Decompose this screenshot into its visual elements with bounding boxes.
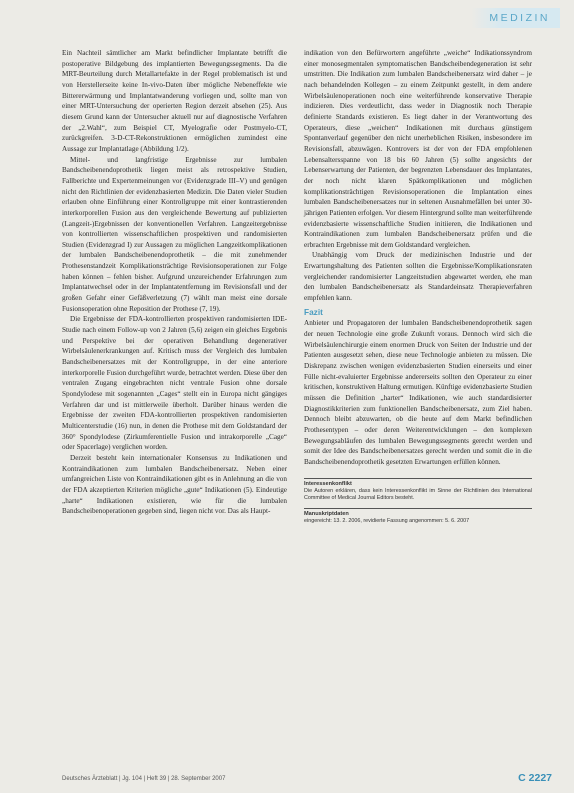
- manuscript-title: Manuskriptdaten: [304, 508, 532, 518]
- page-footer: [0, 773, 574, 793]
- fazit-heading: Fazit: [304, 306, 323, 317]
- page-number: C 2227: [518, 772, 552, 784]
- fazit-text: Anbieter und Propagatoren der lumbalen Bandscheibenendoprothetik sagen der neuen Technologie eine große Zukunft voraus. Dennoch wird sich die Wirbelsäulenchirurgie einem enormen Druck von Seiten der Industrie und der Patienten ausgesetzt sehen, diese neue Technologie anbieten zu müssen. Die Diskrepanz zwischen wenigen evidenzbasierten Studien einerseits und einer Fülle nicht-evaluierter Ergebnisse andererseits sollten den Operateur zu einer kritischen, konstruktiven Haltung ermutigen. Künftige evidenzbasierte Studien müssen die Definition „harter“ Indikationen, wie auch standardisierter Diagnostikkriterien zum funktionellen Bandscheibenersatz, zum Ziel haben. Dennoch bleibt abzuwarten, ob die heute auf dem Markt befindlichen Prothesentypen – oder deren Weiterentwicklungen – den komplexen Bewegungsabläufen des lumbalen Bewegungssegments gerecht werden und somit der Idee des Bandscheibenersatzes gerecht werden und somit die in die Bandscheibenendoprothetik gesetzten Erwartungen erfüllen können.: [304, 319, 532, 466]
- paragraph: Die Ergebnisse der FDA-kontrollierten prospektiven randomisierten IDE-Studie nach einem Follow-up von 2 Jahren (5,6) zeigen ein gleiches Ergebnis und Perspektive bei der operativen Behandlung degenerativer Wirbelsäulenerkrankungen auf. Kritisch muss der Vergleich des lumbalen Bandscheibenersatzes mit der Kontrollgruppe, in der eine anteriore interkorporelle Fusion durchgeführt wurde, betrachtet werden. Diese über den ventralen Zugang eingebrachten nicht ventrale Fusion ohne dorsale Spondylodese mit sogenannten „Cages“ stellt ein in Europa nicht gängiges Verfahren dar und ist mittlerweile überholt. Darüber hinaus werden die Ergebnisse der zweiten FDA-kontrollierten prospektiven randomisierten Multicenterstudie (16) nun, in denen die Prothese mit dem Goldstandard der 360° Spondylodese (Zirkumferentielle Fusion und intrakorporelle „Cage“ oder Spacerlage) verglichen worden.: [62, 315, 287, 452]
- conflict-title: Interessenkonflikt: [304, 478, 532, 488]
- manuscript-text: eingereicht: 13. 2. 2006, revidierte Fassung angenommen: 5. 6. 2007: [304, 518, 470, 525]
- paragraph: indikation von den Befürwortern angeführte „weiche“ Indikationssyndrom einer monosegmentalen symptomatischen Bandscheibendegeneration ist sehr umstritten. Die Indikation zum lumbalen Bandscheibenersatz wird daher – je nach behandelnden Kollegen – zu einem Zeitpunkt gestellt, in dem andere Wirbelsäulenoperationen noch eine weiterführende konservative Therapie indizieren. Dies verdeutlicht, dass weder in Diagnostik noch Therapie definierte Standards existieren. Es liegt daher in der Verantwortung des Operateurs, diese „weichen“ Indikationen mit durchaus günstigem Spontanverlauf gegenüber den nicht unerheblichen Risiken, insbesondere im Revisionsfall, abzuwägen. Kontrovers ist der von der FDA empfohlenen Lebensaltersspanne von 18 bis 60 Jahren (5) sollte angesichts der Lebenserwartung der Patienten, der begrenzten Lebensdauer des Implantates, der noch nicht klaren Spätkomplikationen und möglichen komplikationsträchtigen Revisionsoperationen die Implantation eines lumbalen Bandscheibenersatzes nur in seltenen Ausnahmefällen bei unter 30-jährigen Patienten erfolgen. Vor diesem Hintergrund sollte man weiterführende evidenzbasierte wissenschaftliche Studien initiieren, die Indikationen und Kontraindikationen zum lumbalen Bandscheibenersatz prüfen und die erbrachten Ergebnisse mit dem Goldstandard vergleichen.: [304, 49, 532, 249]
- section-label: MEDIZIN: [471, 8, 560, 28]
- paragraph: Unabhängig vom Druck der medizinischen Industrie und der Erwartungshaltung des Patienten sollten die Ergebnisse/Komplikationsraten vergleichender randomisierter Langzeitstudien abgewartet werden, ehe man den lumbalen Bandscheibenersatz als Standardeinsatz Therapieverfahren empfehlen kann.: [304, 251, 532, 303]
- left-column: [62, 48, 287, 517]
- paragraph: Ein Nachteil sämtlicher am Markt befindlicher Implantate betrifft die postoperative Bildgebung des implantierten Bewegungssegments. Da die MRT-Beurteilung durch Metallartefakte in der Regel problematisch ist und von Herstellerseite keine In-vivo-Daten über mögliche Nebeneffekte wie Bittererwärmung und Implantatwanderung vorliegen und, sollte man von einer MRT-Untersuchung der operierten Region derzeit absehen (25). Aus diesem Grund kann der Untersucher aktuell nur auf diagnostische Verfahren der „2.Wahl“, zum Beispiel CT, Myelografie oder Postmyelo-CT, zurückgreifen. 3-D-CT-Rekonstruktionen ermöglichen zumindest eine Aussage zur Implantatlage (Abbildung 1/2).: [62, 49, 287, 153]
- journal-citation: Deutsches Ärzteblatt | Jg. 104 | Heft 39 | 28. September 2007: [62, 776, 226, 782]
- paragraph: Mittel- und langfristige Ergebnisse zur lumbalen Bandscheibenendoprothetik liegen meist als retrospektive Studien, Fallberichte und Expertenmeinungen vor (Evidenzgrade III–V) und genügen nicht den Richtlinien der evidenzbasierten Medizin. Die Daten vieler Studien erlauben ohne Einführung einer Kontrollgruppe mit einer kontrastierenden interkorporellen Fusion aus den vergleichende Bewertung auf publizierten (Langzeit-)Ergebnissen der konventionellen Verfahren. Langzeitergebnisse von kontrollierten wissenschaftlichen prospektiven und randomisierten Studien (Evidenzgrad I) zur Aussagen zu möglichen Langzeitkomplikationen der lumbalen Bandscheibenendoprothetik – die mit zunehmender Prothesenstandzeit Komplikationsträchtige Revisionsoperationen zur Folge haben können – fehlen bisher. Aufgrund unzureichender Erfahrungen zum Implantatwechsel oder in der Implantatentfernung im Revisionsfall und der großen Gefahr einer Gefäßverletzung (7) wählt man meist eine dorsale Fusionsoperation ohne Reposition der Prothese (7, 19).: [62, 155, 287, 313]
- conflict-text: Die Autoren erklären, dass kein Interessenkonflikt im Sinne der Richtlinien des International Committee of Medical Journal Editors besteht.: [304, 488, 532, 502]
- info-box: [304, 478, 532, 526]
- right-column: [304, 48, 532, 531]
- paragraph: Derzeit besteht kein internationaler Konsensus zu Indikationen und Kontraindikationen zum lumbalen Bandscheibenersatz. Neben einer umfangreichen Liste von Kontraindikationen gibt es in Anlehnung an die von der FDA akzeptierten Kriterien mögliche „gute“ Indikationen (5). Eindeutige „harte“ Indikationen existieren, wie für die lumbalen Bandscheibenoperationen gegeben sind, liegen nicht vor. Das als Haupt-: [62, 453, 287, 516]
